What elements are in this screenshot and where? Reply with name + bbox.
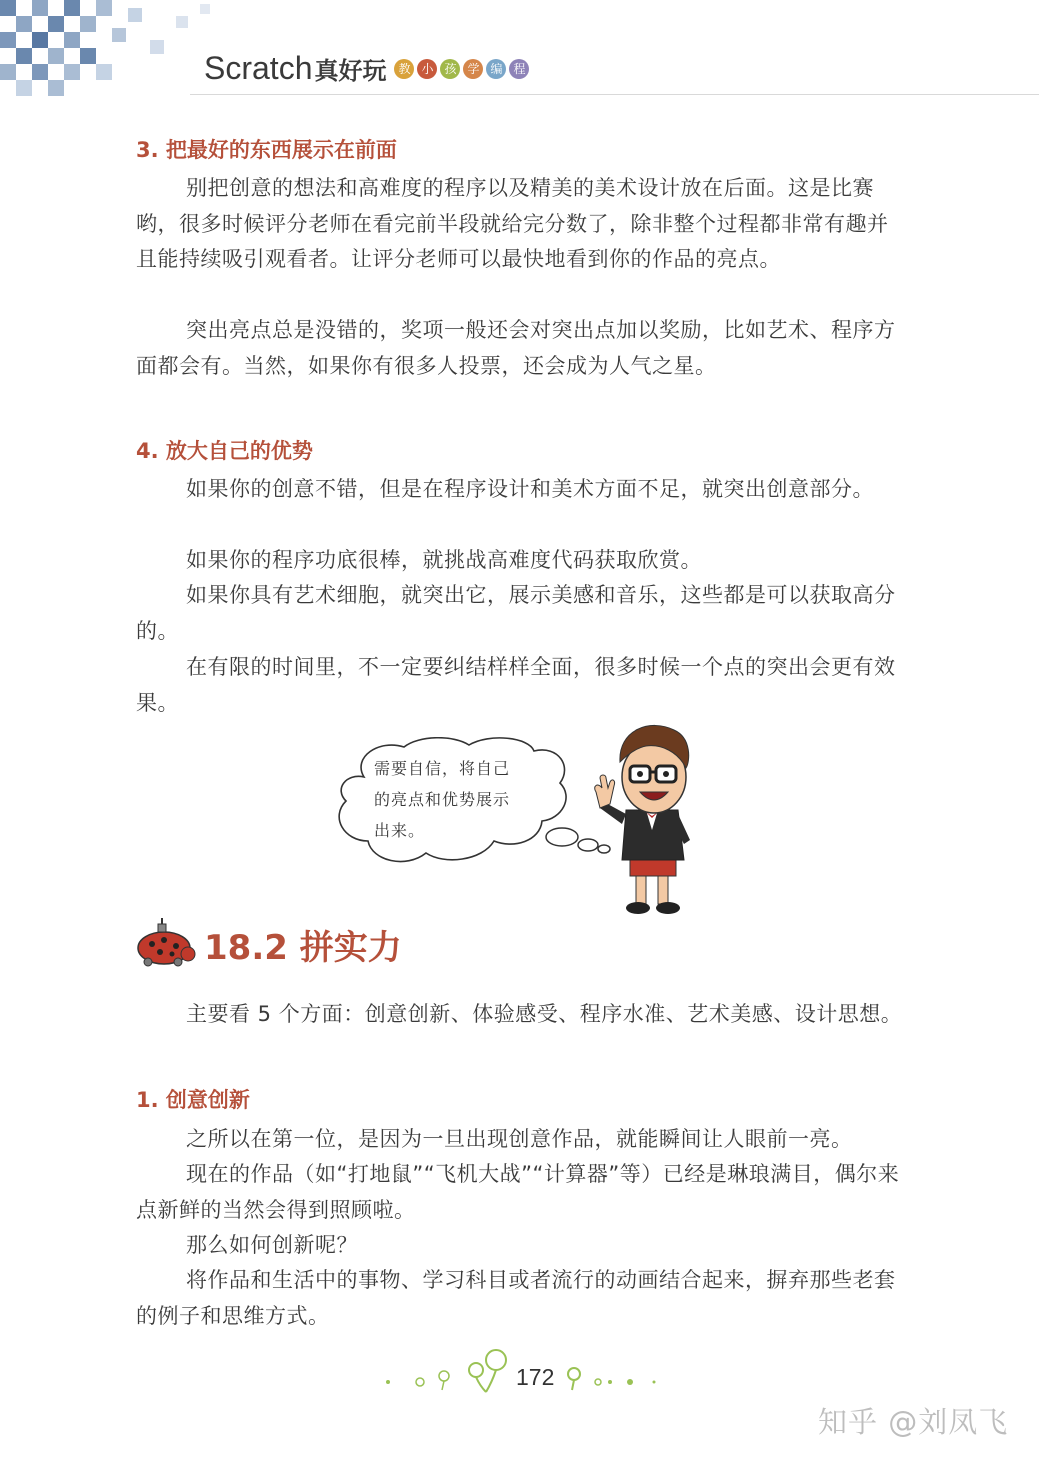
section-18-2-title: 18.2 拼实力 <box>204 928 402 968</box>
bubble-line: 出来。 <box>374 821 426 840</box>
tag-char: 孩 <box>440 59 460 79</box>
header-divider <box>190 94 1039 95</box>
tag-char: 程 <box>509 59 529 79</box>
section-3-heading: 3. 把最好的东西展示在前面 <box>136 138 397 162</box>
subsection-1-paragraph-2: 现在的作品（如“打地鼠”“飞机大战”“计算器”等）已经是琳琅满目，偶尔来点新鲜的当然会得到照顾啦。 <box>136 1162 900 1222</box>
tag-char: 编 <box>486 59 506 79</box>
bubble-line: 需要自信，将自己 <box>374 759 511 778</box>
section-4-paragraph-2: 如果你的程序功底很棒，就挑战高难度代码获取欣赏。 <box>186 548 702 572</box>
tag-char: 教 <box>394 59 414 79</box>
brand-word: Scratch <box>204 50 313 86</box>
bubble-text <box>374 753 544 846</box>
bubble-line: 的亮点和优势展示 <box>374 790 511 809</box>
zhihu-watermark: 知乎 @刘凤飞 <box>818 1405 1009 1439</box>
tag-char: 小 <box>417 59 437 79</box>
section-4-paragraph-4: 在有限的时间里，不一定要纠结样样全面，很多时候一个点的突出会更有效果。 <box>136 655 896 715</box>
section-3-paragraph-2: 突出亮点总是没错的，奖项一般还会对突出点加以奖励，比如艺术、程序方面都会有。当然，如果你有很多人投票，还会成为人气之星。 <box>136 318 896 378</box>
section-4-paragraph-3: 如果你具有艺术细胞，就突出它，展示美感和音乐，这些都是可以获取高分的。 <box>136 583 896 643</box>
subsection-1-paragraph-1: 之所以在第一位，是因为一旦出现创意作品，就能瞬间让人眼前一亮。 <box>186 1127 853 1151</box>
section-4-heading: 4. 放大自己的优势 <box>136 439 313 463</box>
brand-chinese: 真好玩 <box>314 57 387 85</box>
footer-decoration-right <box>566 1366 662 1392</box>
section-18-2-intro: 主要看 5 个方面：创意创新、体验感受、程序水准、艺术美感、设计思想。 <box>186 1002 903 1026</box>
subsection-1-heading: 1. 创意创新 <box>136 1088 250 1112</box>
footer-decoration-left <box>380 1348 516 1394</box>
ladybug-robot-icon <box>134 918 196 968</box>
section-3-paragraph-1: 别把创意的想法和高难度的程序以及精美的美术设计放在后面。这是比赛哟，很多时候评分老师在看完前半段就给完分数了，除非整个过程都非常有趣并且能持续吸引观看者。让评分老师可以最快地看到你的作品的亮点。 <box>136 176 889 271</box>
subsection-1-paragraph-4: 将作品和生活中的事物、学习科目或者流行的动画结合起来，摒弃那些老套的例子和思维方式。 <box>136 1268 896 1328</box>
page-number: 172 <box>516 1364 555 1390</box>
cartoon-teacher-illustration <box>592 722 717 917</box>
subsection-1-paragraph-3: 那么如何创新呢？ <box>186 1233 358 1257</box>
page-header <box>0 0 1039 100</box>
brand-tagline <box>394 59 532 79</box>
section-4-paragraph-1: 如果你的创意不错，但是在程序设计和美术方面不足，就突出创意部分。 <box>186 477 874 501</box>
tag-char: 学 <box>463 59 483 79</box>
book-brand <box>204 50 532 87</box>
